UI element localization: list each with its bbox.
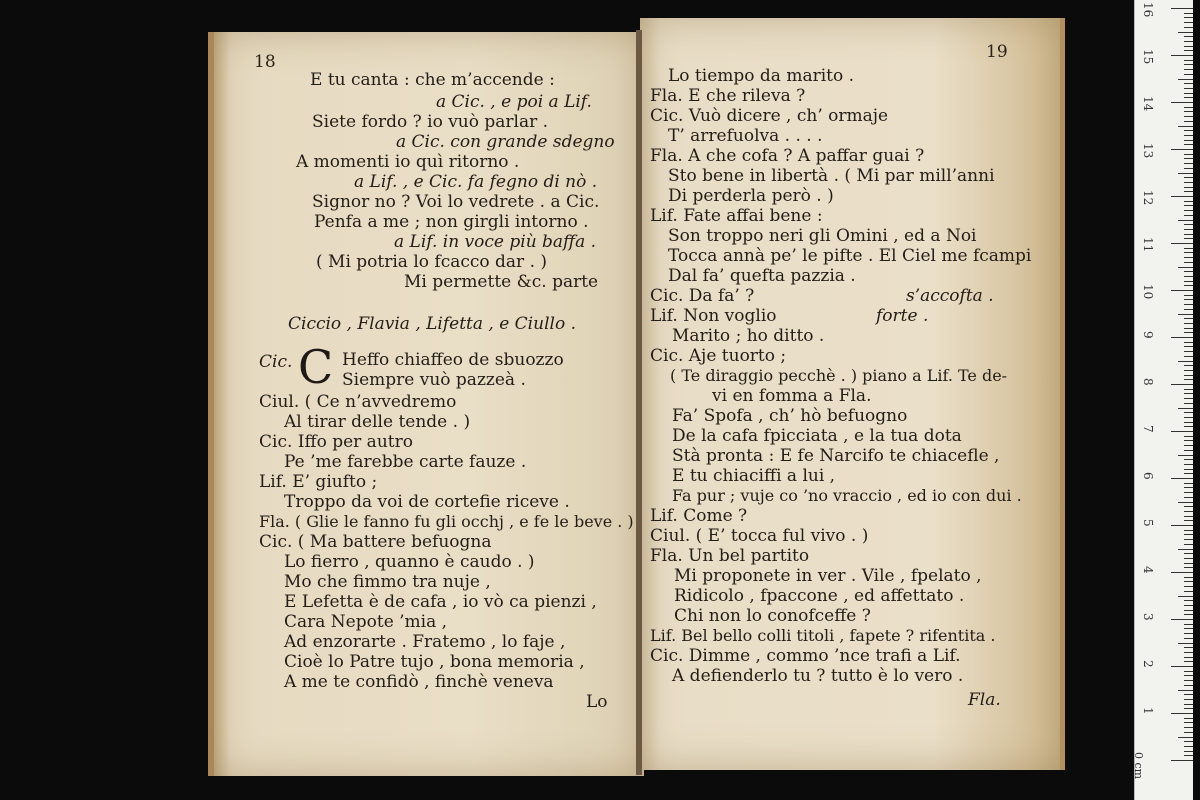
ruler-tick (1184, 41, 1193, 42)
ruler-tick (1184, 680, 1193, 681)
ruler-tick (1171, 760, 1193, 761)
ruler-tick (1184, 50, 1193, 51)
text-line: Lif. Bel bello colli titoli , fapete ? rifentita . (650, 626, 996, 645)
scene-characters: Ciccio , Flavia , Lifetta , e Ciullo . (288, 314, 576, 334)
ruler-tick (1178, 361, 1193, 362)
text-line: Sto bene in libertà . ( Mi par mill’anni (668, 166, 995, 186)
ruler-tick (1184, 398, 1193, 399)
ruler-tick (1184, 158, 1193, 159)
ruler-tick (1184, 624, 1193, 625)
ruler-tick (1184, 271, 1193, 272)
text-line: Heffo chiaffeo de sbuozzo (342, 350, 564, 370)
ruler-tick (1171, 337, 1193, 338)
text-line: Fa’ Spofa , ch’ hò befuogno (672, 406, 908, 426)
ruler-tick (1184, 708, 1193, 709)
text-line: A momenti io quì ritorno . (296, 152, 520, 172)
page-number-right: 19 (986, 42, 1008, 62)
ruler-tick (1184, 163, 1193, 164)
ruler-tick (1184, 299, 1193, 300)
text-line: Ciul. ( E’ tocca ful vivo . ) (650, 526, 869, 546)
ruler-tick (1184, 661, 1193, 662)
text-line: Stà pronta : E fe Narcifo te chiacefle , (672, 446, 1000, 466)
text-line: E tu chiaciffi a lui , (672, 466, 836, 486)
ruler-tick (1184, 469, 1193, 470)
ruler-tick (1184, 309, 1193, 310)
text-line: vi en fomma a Fla. (712, 386, 872, 406)
ruler-tick (1184, 13, 1193, 14)
ruler-tick (1184, 464, 1193, 465)
ruler-tick (1178, 408, 1193, 409)
ruler-tick (1184, 591, 1193, 592)
ruler-tick (1171, 8, 1193, 9)
text-line: Lif. Non voglio (650, 306, 777, 326)
text-line: A defienderlo tu ? tutto è lo vero . (672, 666, 964, 686)
ruler-tick (1184, 577, 1193, 578)
ruler-tick (1184, 318, 1193, 319)
ruler-number: 12 (1141, 190, 1155, 206)
ruler-number: 2 (1141, 660, 1155, 668)
speaker-label: Cic. (259, 352, 293, 372)
ruler-tick (1184, 647, 1193, 648)
ruler-tick (1184, 154, 1193, 155)
text-line: Cic. Iffo per autro (259, 432, 413, 452)
ruler-tick (1184, 600, 1193, 601)
ruler-tick (1184, 257, 1193, 258)
ruler-tick (1184, 281, 1193, 282)
ruler-tick (1184, 520, 1193, 521)
ruler-tick (1184, 365, 1193, 366)
ruler-tick (1184, 450, 1193, 451)
ruler-tick (1184, 135, 1193, 136)
ruler-tick (1184, 60, 1193, 61)
text-line: Ad enzorarte . Fratemo , lo faje , (284, 632, 566, 652)
catchword: Fla. (968, 690, 1001, 710)
ruler-tick (1184, 379, 1193, 380)
ruler-tick (1178, 220, 1193, 221)
ruler-number: 11 (1141, 237, 1155, 253)
ruler-tick (1184, 422, 1193, 423)
ruler-tick (1184, 74, 1193, 75)
measurement-ruler (1134, 0, 1193, 800)
ruler-tick (1184, 638, 1193, 639)
ruler-tick (1171, 55, 1193, 56)
ruler-tick (1184, 483, 1193, 484)
ruler-tick (1184, 628, 1193, 629)
text-line: Dal fa’ quefta pazzia . (668, 266, 856, 286)
ruler-tick (1184, 144, 1193, 145)
text-line: Ridicolo , fpaccone , ed affettato . (674, 586, 965, 606)
text-line: Cic. Da fa’ ? (650, 286, 755, 306)
ruler-tick (1184, 111, 1193, 112)
page-number-left: 18 (254, 52, 276, 72)
ruler-tick (1184, 187, 1193, 188)
ruler-tick (1184, 224, 1193, 225)
ruler-number: 10 (1141, 284, 1155, 300)
text-line: T’ arrefuolva . . . . (668, 126, 823, 146)
ruler-tick (1178, 455, 1193, 456)
ruler-tick (1184, 121, 1193, 122)
ruler-tick (1184, 332, 1193, 333)
ruler-tick (1184, 351, 1193, 352)
ruler-tick (1184, 83, 1193, 84)
ruler-tick (1184, 140, 1193, 141)
ruler-tick (1184, 751, 1193, 752)
catchword: Lo (586, 692, 608, 712)
ruler-number: 15 (1141, 49, 1155, 65)
ruler-tick (1184, 342, 1193, 343)
text-line: Penfa a me ; non girgli intorno . (314, 212, 589, 232)
stage-direction: a Lif. in voce più baffa . (394, 232, 597, 252)
ruler-tick (1171, 243, 1193, 244)
stage-direction: s’accofta . (906, 286, 994, 306)
text-line: De la cafa fpicciata , e la tua dota (672, 426, 962, 446)
ruler-tick (1184, 553, 1193, 554)
ruler-tick (1184, 182, 1193, 183)
ruler-tick (1184, 445, 1193, 446)
ruler-tick (1184, 459, 1193, 460)
ruler-tick (1184, 229, 1193, 230)
text-line: Signor no ? Voi lo vedrete . a Cic. (312, 192, 600, 212)
text-line: Fla. ( Glie le fanno fu gli occhj , e fe le beve . ) (259, 512, 634, 531)
text-line: Al tirar delle tende . ) (284, 412, 471, 432)
ruler-tick (1184, 412, 1193, 413)
ruler-tick (1184, 473, 1193, 474)
ruler-number: 14 (1141, 96, 1155, 112)
ruler-tick (1171, 102, 1193, 103)
ruler-tick (1184, 440, 1193, 441)
ruler-tick (1184, 168, 1193, 169)
ruler-tick (1171, 431, 1193, 432)
text-line: Fla. E che rileva ? (650, 86, 806, 106)
text-line: Marito ; ho ditto . (672, 326, 825, 346)
text-line: Chi non lo conofceffe ? (674, 606, 871, 626)
ruler-tick (1184, 116, 1193, 117)
text-line: Lo tiempo da marito . (668, 66, 855, 86)
ruler-tick (1184, 346, 1193, 347)
ruler-tick (1184, 17, 1193, 18)
ruler-tick (1171, 713, 1193, 714)
text-line: Pe ’me farebbe carte fauze . (284, 452, 527, 472)
ruler-tick (1184, 544, 1193, 545)
text-line: Cic. Aje tuorto ; (650, 346, 787, 366)
text-line: Fa pur ; vuje co ’no vraccio , ed io con dui . (672, 486, 1022, 505)
ruler-tick (1184, 436, 1193, 437)
ruler-tick (1178, 32, 1193, 33)
ruler-tick (1184, 328, 1193, 329)
ruler-tick (1184, 27, 1193, 28)
ruler-tick (1178, 643, 1193, 644)
book-gutter (636, 30, 642, 775)
ruler-number: 16 (1141, 2, 1155, 18)
ruler-tick (1184, 238, 1193, 239)
text-line: E Lefetta è de cafa , io vò ca pienzi , (284, 592, 597, 612)
ruler-tick (1184, 534, 1193, 535)
ruler-tick (1184, 295, 1193, 296)
text-line: Mo che fimmo tra nuje , (284, 572, 491, 592)
ruler-tick (1184, 403, 1193, 404)
ruler-tick (1171, 478, 1193, 479)
ruler-tick (1184, 487, 1193, 488)
ruler-tick (1184, 97, 1193, 98)
ruler-tick (1184, 252, 1193, 253)
ruler-tick (1184, 506, 1193, 507)
ruler-tick (1184, 671, 1193, 672)
ruler-number: 6 (1141, 472, 1155, 480)
text-line: Cara Nepote ’mia , (284, 612, 448, 632)
ruler-tick (1184, 497, 1193, 498)
ruler-tick (1184, 652, 1193, 653)
ruler-tick (1184, 426, 1193, 427)
text-line: Son troppo neri gli Omini , ed a Noi (668, 226, 977, 246)
ruler-tick (1184, 276, 1193, 277)
ruler-tick (1184, 633, 1193, 634)
ruler-tick (1184, 323, 1193, 324)
ruler-tick (1184, 46, 1193, 47)
ruler-tick (1184, 511, 1193, 512)
ruler-tick (1184, 699, 1193, 700)
ruler-tick (1184, 492, 1193, 493)
stage-direction: a Lif. , e Cic. fa fegno di nò . (354, 172, 598, 192)
ruler-tick (1184, 581, 1193, 582)
ruler-tick (1184, 69, 1193, 70)
text-line: Siempre vuò pazzeà . (342, 370, 526, 390)
text-line: Lif. Fate affai bene : (650, 206, 823, 226)
text-line: Lif. Come ? (650, 506, 748, 526)
ruler-tick (1171, 290, 1193, 291)
ruler-tick (1171, 666, 1193, 667)
ruler-number: 1 (1141, 707, 1155, 715)
ruler-tick (1171, 384, 1193, 385)
text-line: Lif. E’ giufto ; (259, 472, 378, 492)
text-line: ( Te diraggio pecchè . ) piano a Lif. Te de- (670, 366, 1008, 385)
ruler-tick (1184, 417, 1193, 418)
stage-direction: a Cic. con grande sdegno (396, 132, 615, 152)
ruler-tick (1184, 107, 1193, 108)
text-line: Mi proponete in ver . Vile , fpelato , (674, 566, 982, 586)
ruler-number: 7 (1141, 425, 1155, 433)
stage-direction: forte . (876, 306, 929, 326)
ruler-tick (1178, 737, 1193, 738)
ruler-tick (1184, 741, 1193, 742)
ruler-tick (1184, 36, 1193, 37)
ruler-tick (1184, 694, 1193, 695)
ruler-tick (1184, 93, 1193, 94)
ruler-tick (1184, 605, 1193, 606)
ruler-tick (1184, 22, 1193, 23)
ruler-tick (1178, 126, 1193, 127)
ruler-tick (1184, 393, 1193, 394)
ruler-number: 3 (1141, 613, 1155, 621)
text-line: A me te confidò , finchè veneva (284, 672, 554, 692)
text-line: Cic. ( Ma battere befuogna (259, 532, 492, 552)
ruler-tick (1184, 205, 1193, 206)
ruler-tick (1184, 567, 1193, 568)
ruler-tick (1171, 196, 1193, 197)
ruler-tick (1184, 285, 1193, 286)
ruler-number: 13 (1141, 143, 1155, 159)
text-line: E tu canta : che m’accende : (310, 70, 555, 90)
text-line: Mi permette &c. parte (404, 272, 599, 292)
ruler-tick (1184, 191, 1193, 192)
ruler-tick (1184, 130, 1193, 131)
ruler-tick (1171, 572, 1193, 573)
text-line: Cic. Vuò dicere , ch’ ormaje (650, 106, 889, 126)
ruler-tick (1184, 558, 1193, 559)
text-line: Siete fordo ? io vuò parlar . (312, 112, 549, 132)
text-line: Lo fierro , quanno è caudo . ) (284, 552, 535, 572)
text-line: Ciul. ( Ce n’avvedremo (259, 392, 457, 412)
ruler-tick (1184, 539, 1193, 540)
ruler-tick (1178, 502, 1193, 503)
ruler-tick (1171, 149, 1193, 150)
drop-cap: C (298, 340, 334, 394)
ruler-tick (1171, 619, 1193, 620)
ruler-tick (1184, 370, 1193, 371)
ruler-tick (1178, 173, 1193, 174)
text-line: Cioè lo Patre tujo , bona memoria , (284, 652, 585, 672)
ruler-tick (1184, 210, 1193, 211)
ruler-tick (1178, 549, 1193, 550)
ruler-tick (1184, 685, 1193, 686)
ruler-tick (1184, 375, 1193, 376)
text-line: Cic. Dimme , commo ’nce trafi a Lif. (650, 646, 961, 666)
text-line: Di perderla però . ) (668, 186, 834, 206)
ruler-tick (1184, 614, 1193, 615)
ruler-number: 5 (1141, 519, 1155, 527)
ruler-number: 9 (1141, 331, 1155, 339)
ruler-tick (1178, 690, 1193, 691)
text-line: Fla. Un bel partito (650, 546, 810, 566)
ruler-tick (1184, 718, 1193, 719)
ruler-tick (1184, 732, 1193, 733)
ruler-tick (1184, 704, 1193, 705)
ruler-number: 4 (1141, 566, 1155, 574)
ruler-tick (1171, 525, 1193, 526)
text-line: Tocca annà pe’ le pifte . El Ciel me fcampi (668, 246, 1032, 266)
ruler-tick (1184, 64, 1193, 65)
text-line: Fla. A che cofa ? A paffar guai ? (650, 146, 925, 166)
ruler-tick (1184, 177, 1193, 178)
ruler-tick (1184, 727, 1193, 728)
ruler-tick (1184, 304, 1193, 305)
text-line: ( Mi potria lo fcacco dar . ) (316, 252, 548, 272)
ruler-unit-label: 0 cm (1132, 752, 1145, 780)
ruler-tick (1184, 586, 1193, 587)
ruler-tick (1184, 722, 1193, 723)
ruler-tick (1184, 389, 1193, 390)
ruler-tick (1184, 262, 1193, 263)
ruler-tick (1184, 746, 1193, 747)
ruler-tick (1184, 248, 1193, 249)
ruler-tick (1184, 563, 1193, 564)
ruler-tick (1184, 201, 1193, 202)
ruler-number: 8 (1141, 378, 1155, 386)
ruler-tick (1184, 88, 1193, 89)
ruler-tick (1184, 755, 1193, 756)
ruler-tick (1184, 530, 1193, 531)
ruler-tick (1184, 356, 1193, 357)
stage-direction: a Cic. , e poi a Lif. (436, 92, 592, 112)
ruler-tick (1178, 596, 1193, 597)
ruler-tick (1184, 675, 1193, 676)
ruler-tick (1184, 215, 1193, 216)
text-line: Troppo da voi de cortefie riceve . (284, 492, 570, 512)
ruler-tick (1184, 234, 1193, 235)
ruler-tick (1184, 516, 1193, 517)
ruler-tick (1178, 79, 1193, 80)
ruler-tick (1178, 314, 1193, 315)
ruler-tick (1178, 267, 1193, 268)
ruler-tick (1184, 657, 1193, 658)
ruler-tick (1184, 610, 1193, 611)
